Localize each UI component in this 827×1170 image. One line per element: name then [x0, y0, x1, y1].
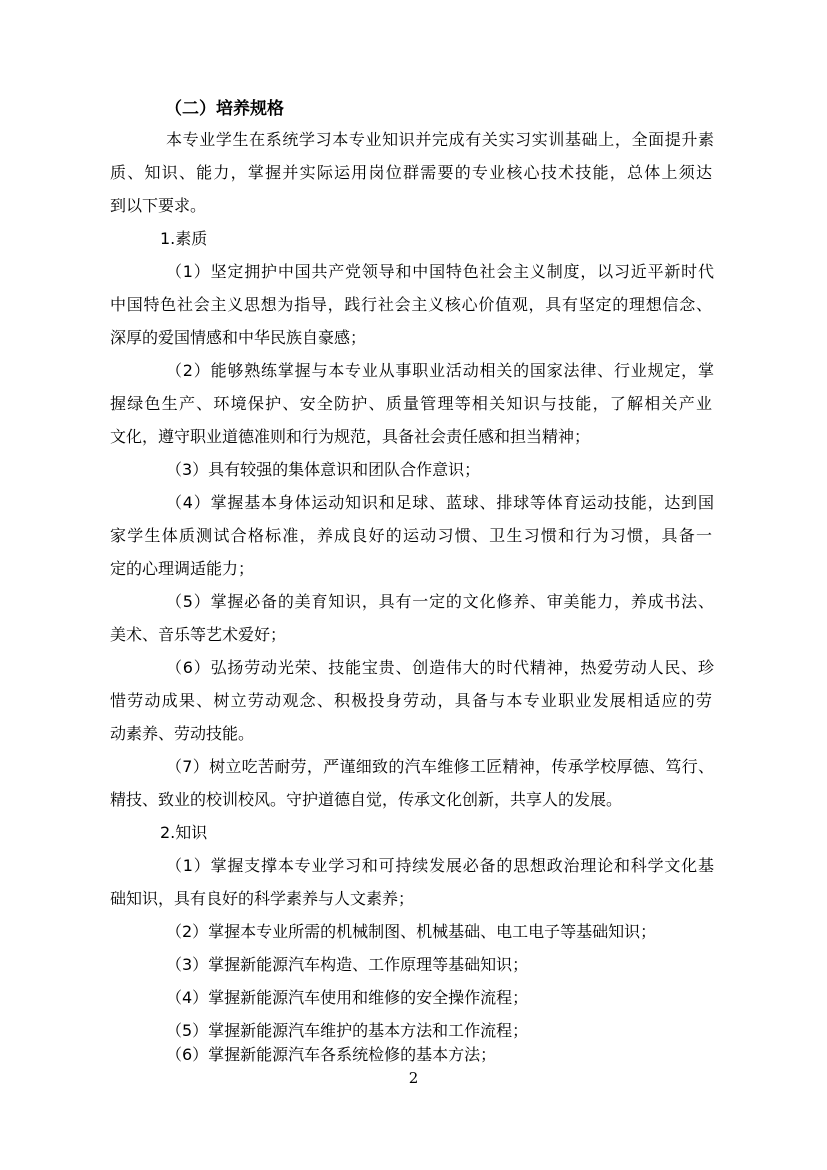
paragraph-line: 握绿色生产、环境保护、安全防护、质量管理等相关知识与技能，了解相关产业 [110, 394, 712, 413]
paragraph-line: （6）掌握新能源汽车各系统检修的基本方法； [166, 1045, 497, 1064]
paragraph-line: （1）坚定拥护中国共产党领导和中国特色社会主义制度，以习近平新时代 [166, 262, 714, 281]
paragraph-line: （6）弘扬劳动光荣、技能宝贵、创造伟大的时代精神，热爱劳动人民、珍 [166, 658, 714, 677]
paragraph-line: 惜劳动成果、树立劳动观念、积极投身劳动，具备与本专业职业发展相适应的劳 [110, 691, 712, 710]
subsection-title: 2.知识 [160, 823, 208, 842]
paragraph-line: 深厚的爱国情感和中华民族自豪感； [110, 328, 367, 347]
page-number: 2 [408, 1069, 419, 1087]
paragraph-line: 美术、音乐等艺术爱好； [110, 625, 287, 644]
paragraph-line: （7）树立吃苦耐劳，严谨细致的汽车维修工匠精神，传承学校厚德、笃行、 [166, 757, 714, 776]
section-heading: （二）培养规格 [165, 99, 284, 119]
paragraph-line: （1）掌握支撑本专业学习和可持续发展必备的思想政治理论和科学文化基 [166, 856, 714, 875]
paragraph-line: （5）掌握必备的美育知识，具有一定的文化修养、审美能力，养成书法、 [166, 592, 714, 611]
paragraph-line: 精技、致业的校训校风。守护道德自觉，传承文化创新，共享人的发展。 [110, 790, 623, 809]
paragraph-line: 家学生体质测试合格标准，养成良好的运动习惯、卫生习惯和行为习惯，具备一 [110, 526, 712, 545]
paragraph-line: （4）掌握新能源汽车使用和维修的安全操作流程； [166, 988, 529, 1007]
paragraph-line: （5）掌握新能源汽车维护的基本方法和工作流程； [166, 1021, 529, 1040]
paragraph-line: （3）具有较强的集体意识和团队合作意识； [166, 460, 481, 479]
intro-line: 质、知识、能力，掌握并实际运用岗位群需要的专业核心技术技能，总体上须达 [110, 163, 712, 182]
paragraph-line: （4）掌握基本身体运动知识和足球、蓝球、排球等体育运动技能，达到国 [166, 493, 714, 512]
subsection-title: 1.素质 [160, 229, 208, 248]
paragraph-line: 动素养、劳动技能。 [110, 724, 255, 743]
intro-line: 到以下要求。 [110, 196, 207, 215]
paragraph-line: 础知识，具有良好的科学素养与人文素养； [110, 889, 415, 908]
paragraph-line: 定的心理调适能力； [110, 559, 255, 578]
paragraph-line: 中国特色社会主义思想为指导，践行社会主义核心价值观，具有坚定的理想信念、 [110, 295, 712, 314]
paragraph-line: （2）掌握本专业所需的机械制图、机械基础、电工电子等基础知识； [166, 922, 657, 941]
paragraph-line: 文化，遵守职业道德准则和行为规范，具备社会责任感和担当精神； [110, 427, 591, 446]
paragraph-line: （3）掌握新能源汽车构造、工作原理等基础知识； [166, 955, 529, 974]
intro-line: 本专业学生在系统学习本专业知识并完成有关实习实训基础上，全面提升素 [166, 130, 714, 149]
paragraph-line: （2）能够熟练掌握与本专业从事职业活动相关的国家法律、行业规定，掌 [166, 361, 714, 380]
